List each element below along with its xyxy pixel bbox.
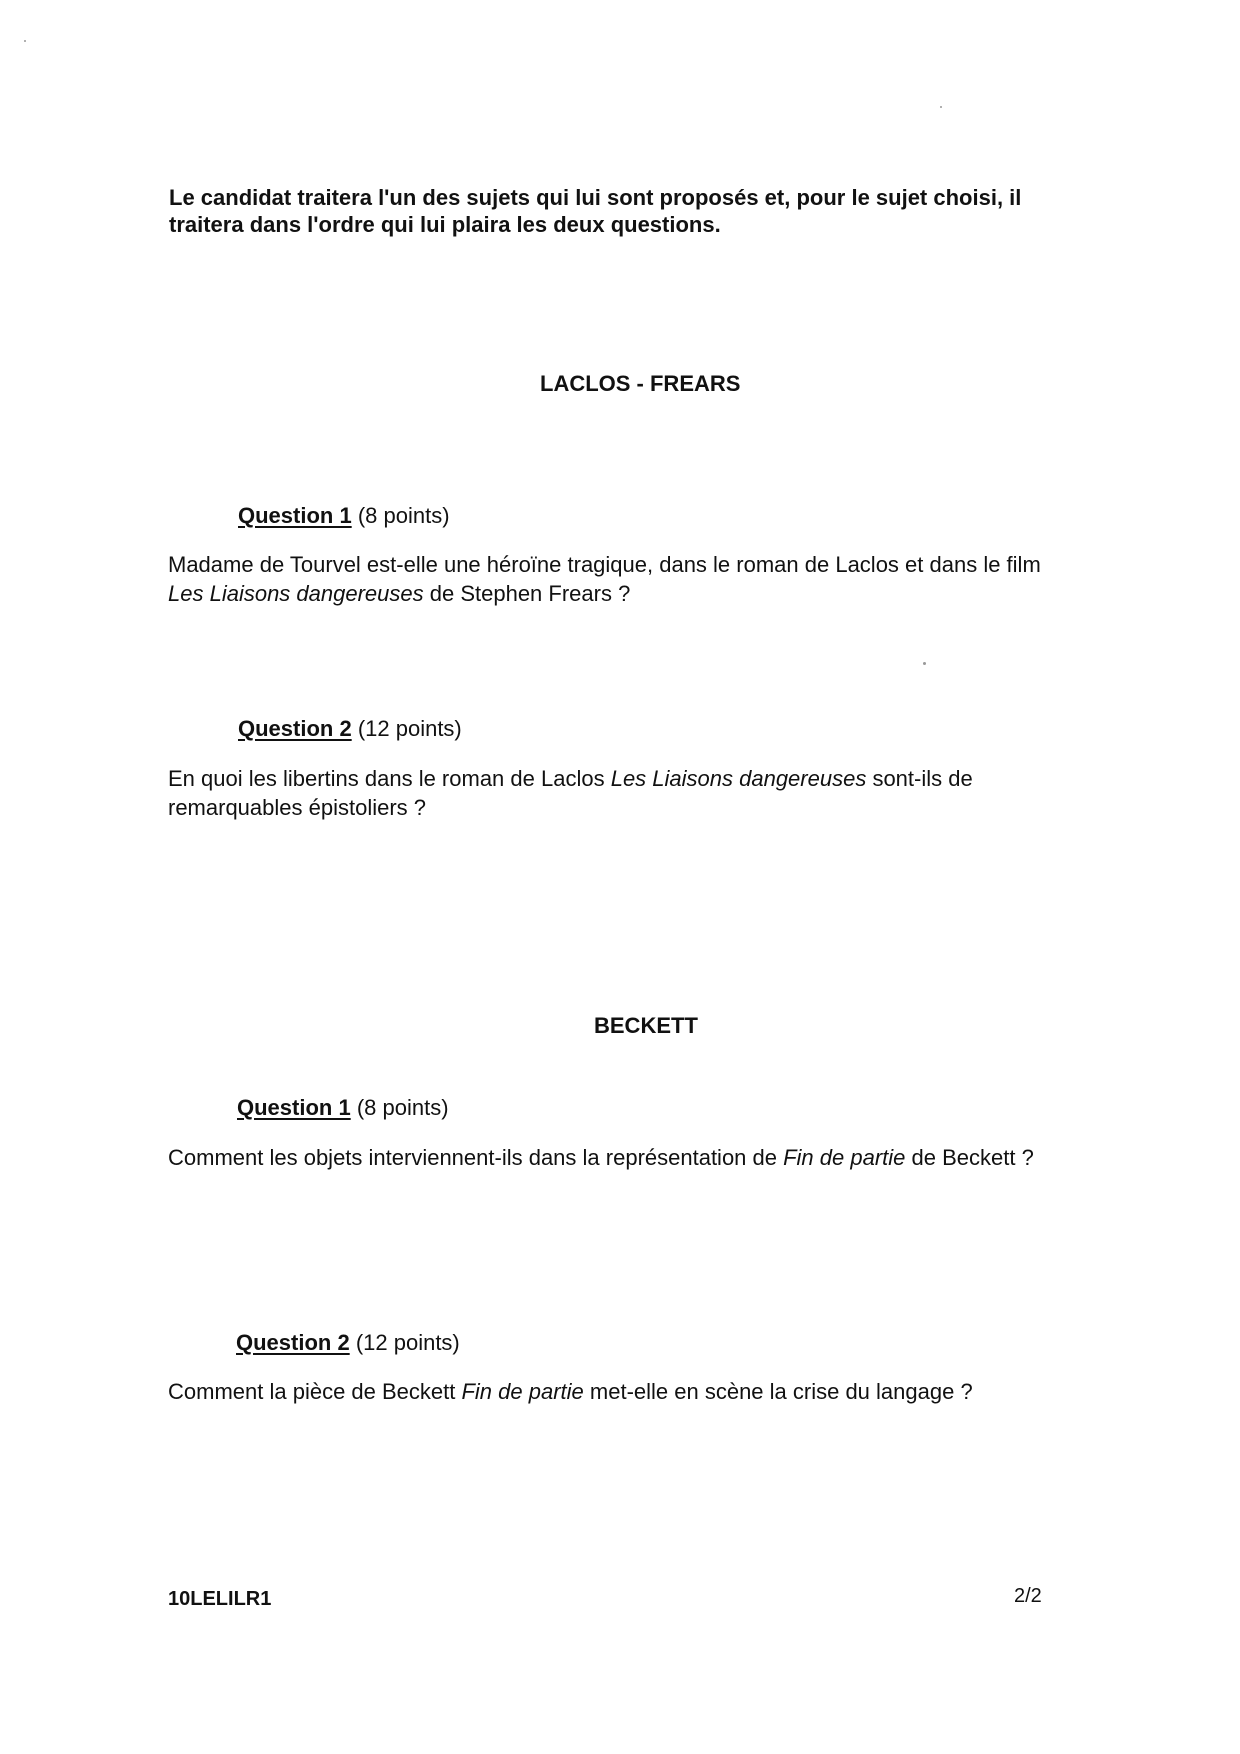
question-header <box>237 1095 449 1121</box>
instructions: Le candidat traitera l'un des sujets qui lui sont proposés et, pour le sujet choisi, il traitera dans l'ordre qui lui plaira les deux questions. <box>169 185 1022 237</box>
question-points: (8 points) <box>357 503 450 528</box>
question-text <box>168 1143 1068 1172</box>
question-points: (12 points) <box>355 1330 460 1355</box>
work-title: Les Liaisons dangereuses <box>168 581 424 606</box>
scan-speck <box>24 40 26 42</box>
question-text-part: de Stephen Frears ? <box>423 581 631 606</box>
work-title: Les Liaisons dangereuses <box>610 766 867 791</box>
question-label: Question 1 <box>237 1095 351 1120</box>
question-header <box>238 716 462 742</box>
question-text <box>168 1377 1068 1406</box>
question-header <box>238 503 450 529</box>
scan-speck <box>923 662 926 665</box>
page-number: 2/2 <box>1014 1585 1042 1607</box>
question-text <box>168 550 1068 608</box>
question-text-part: Comment les objets interviennent-ils dans la représentation de <box>168 1145 784 1170</box>
scan-speck <box>940 106 942 108</box>
question-label: Question 1 <box>238 503 352 528</box>
question-text-part: met-elle en scène la crise du langage ? <box>583 1379 973 1404</box>
question-points: (8 points) <box>356 1095 449 1120</box>
question-text-part: En quoi les libertins dans le roman de Laclos <box>168 766 611 791</box>
question-text-part: de Beckett ? <box>905 1145 1034 1170</box>
question-text-part: sont-ils de remarquables épistoliers ? <box>168 766 973 820</box>
work-title: Fin de partie <box>461 1379 584 1404</box>
question-label: Question 2 <box>236 1330 350 1355</box>
section-title-beckett: BECKETT <box>594 1013 698 1038</box>
document-code: 10LELILR1 <box>168 1588 272 1610</box>
question-points: (12 points) <box>357 716 462 741</box>
question-text-part: Comment la pièce de Beckett <box>168 1379 462 1404</box>
question-text-part: Madame de Tourvel est-elle une héroïne tragique, dans le roman de Laclos et dans le film <box>168 552 1041 577</box>
question-label: Question 2 <box>238 716 352 741</box>
work-title: Fin de partie <box>783 1145 906 1170</box>
question-text <box>168 764 1068 822</box>
question-header <box>236 1330 460 1356</box>
section-title-laclos-frears: LACLOS - FREARS <box>540 371 741 396</box>
